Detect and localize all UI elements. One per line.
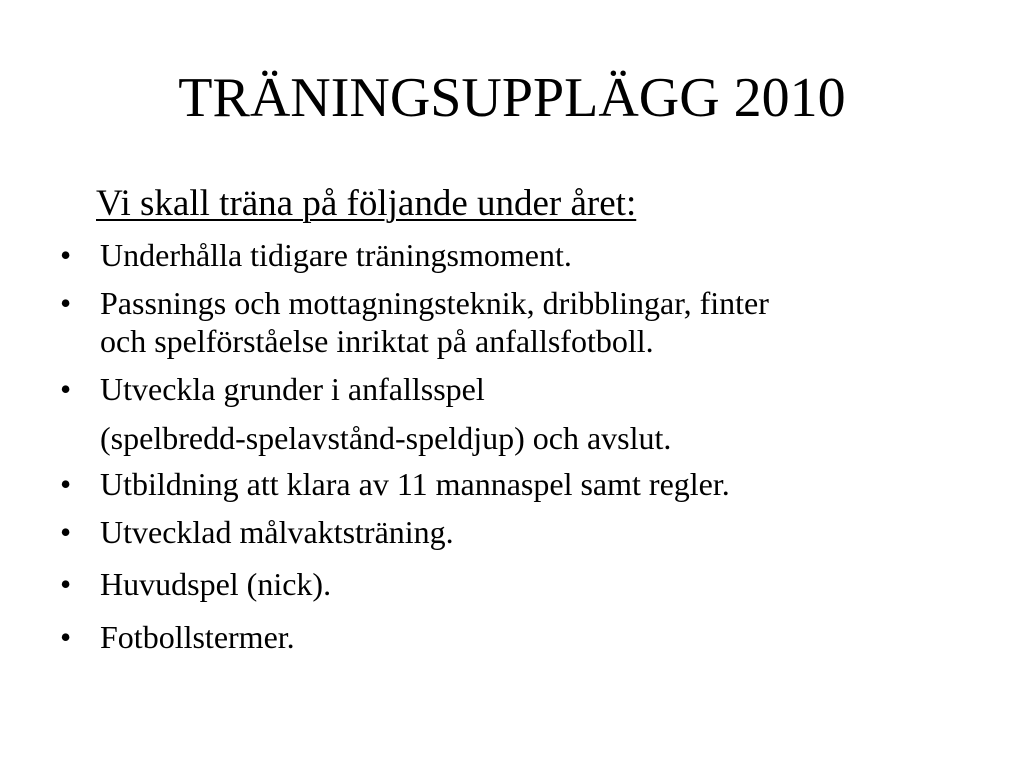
bullet-icon: • xyxy=(60,466,72,502)
bullet-icon: • xyxy=(60,371,72,407)
bullet-item-1 xyxy=(60,236,960,274)
bullet-continuation xyxy=(60,419,960,457)
bullet-text-line-1: Passnings och mottagningsteknik, dribblingar, finter xyxy=(100,285,769,321)
bullet-icon: • xyxy=(60,619,72,655)
slide-subheading: Vi skall träna på följande under året: xyxy=(96,183,637,224)
bullet-icon: • xyxy=(60,566,72,602)
bullet-item-4 xyxy=(60,465,960,503)
bullet-text: Utveckla grunder i anfallsspel xyxy=(100,371,485,407)
bullet-item-3 xyxy=(60,370,960,408)
bullet-text-line-2: och spelförståelse inriktat på anfallsfotboll. xyxy=(100,323,654,359)
bullet-item-2 xyxy=(60,284,960,360)
bullet-icon: • xyxy=(60,514,72,550)
bullet-icon: • xyxy=(60,285,72,321)
bullet-item-6 xyxy=(60,565,960,603)
bullet-text: Utbildning att klara av 11 mannaspel samt regler. xyxy=(100,466,730,502)
bullet-text: Underhålla tidigare träningsmoment. xyxy=(100,237,572,273)
bullet-text: Utvecklad målvaktsträning. xyxy=(100,514,454,550)
bullet-item-7 xyxy=(60,618,960,656)
bullet-text: (spelbredd-spelavstånd-speldjup) och avslut. xyxy=(100,420,672,456)
bullet-text: Huvudspel (nick). xyxy=(100,566,332,602)
bullet-icon: • xyxy=(60,237,72,273)
bullet-text: Fotbollstermer. xyxy=(100,619,295,655)
bullet-item-5 xyxy=(60,513,960,551)
slide-title: TRÄNINGSUPPLÄGG 2010 xyxy=(178,67,846,129)
